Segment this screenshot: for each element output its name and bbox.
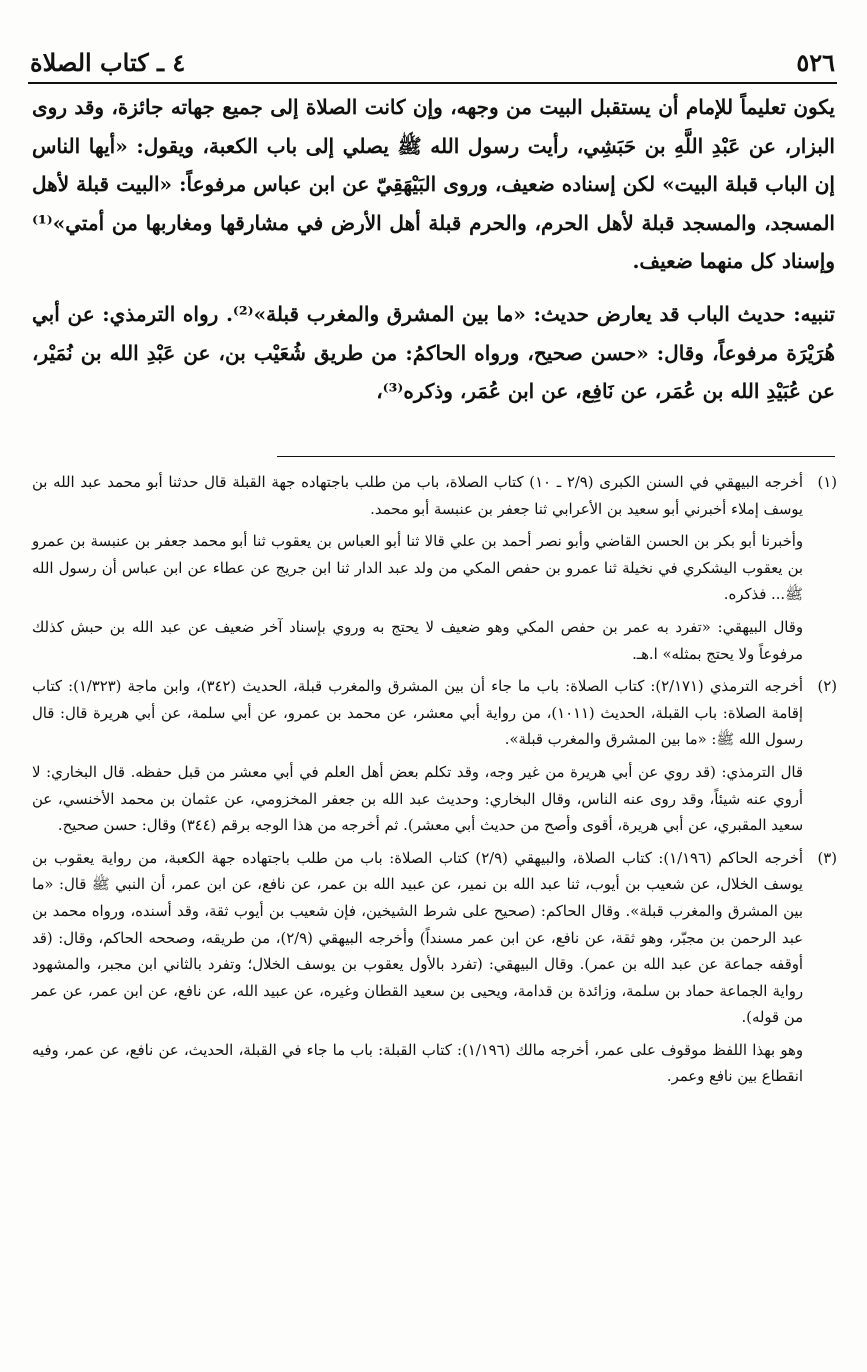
- footnote-paragraph: وقال البيهقي: «تفرد به عمر بن حفص المكي وهو ضعيف لا يحتج به وروي بإسناد آخر ضعيف عن عبد الله بن حبش كذلك مرفوعاً ولا يحتج بمثله» ا.هـ.: [32, 618, 803, 663]
- footnote-separator: [277, 456, 835, 457]
- main-paragraph: تنبيه: حديث الباب قد يعارض حديث: «ما بين المشرق والمغرب قبلة»⁽²⁾. رواه الترمذي: عن أبي هُرَيْرَة مرفوعاً، وقال: «حسن صحيح، ورواه الحاكمُ: من طريق شُعَيْب بن، عن عَبْدِ الله بن نُمَيْر، عن عُبَيْدِ الله بن عُمَر، عن نَافِع، عن ابن عُمَر، وذكره⁽³⁾،: [32, 301, 835, 404]
- page-header: [28, 42, 837, 84]
- main-paragraph: يكون تعليماً للإمام أن يستقبل البيت من وجهه، وإن كانت الصلاة إلى جميع جهاته جائزة، وقد روى البزار، عن عَبْدِ اللَّهِ بن حَبَشِي، رأيت رسول الله ﷺ يصلي إلى باب الكعبة، ويقول: «أيها الناس إن الباب قبلة البيت» لكن إسناده ضعيف، وروى البَيْهَقِيّ عن ابن عباس مرفوعاً: «البيت قبلة لأهل المسجد، والمسجد قبلة لأهل الحرم، والحرم قبلة أهل الأرض في مشارقها ومغاربها من أمتي»⁽¹⁾ وإسناد كل منهما ضعيف.: [32, 95, 835, 274]
- footnote-paragraph: أخرجه الترمذي (٢/١٧١): كتاب الصلاة: باب ما جاء أن بين المشرق والمغرب قبلة، الحديث (٣٤٢)، وابن ماجة (١/٣٢٣): كتاب إقامة الصلاة: باب القبلة، الحديث (١٠١١)، من رواية أبي معشر، عن محمد بن عمرو، عن أبي سلمة، عن أبي هريرة قال: قال رسول الله ﷺ: «ما بين المشرق والمغرب قبلة».: [32, 678, 803, 749]
- footnote: [32, 674, 837, 840]
- footnote-paragraph: أخرجه البيهقي في السنن الكبرى (٢/٩ ـ ١٠) كتاب الصلاة، باب من طلب باجتهاده جهة القبلة قال حدثنا أبو محمد عبد الله بن يوسف إملاء أخبرني أبو سعيد بن الأعرابي ثنا جعفر بن عنبسة أبو محمد.: [32, 474, 803, 518]
- footnotes: [32, 464, 837, 1091]
- footnote-body: [32, 470, 803, 668]
- footnote: [32, 846, 837, 1091]
- footnote-paragraph: أخرجه الحاكم (١/١٩٦): كتاب الصلاة، والبيهقي (٢/٩) كتاب الصلاة: باب من طلب باجتهاده جهة الكعبة، من رواية يعقوب بن يوسف الخلال، عن شعيب بن أيوب، ثنا عبد الله بن نمير، عن عبيد الله بن عمر، عن نافع، عن ابن عمر، أن النبي ﷺ قال: «ما بين المشرق والمغرب قبلة». وقال الحاكم: (صحيح على شرط الشيخين، فإن شعيب بن أيوب ثقة، وقد أسنده، ورواه محمد بن عبد الرحمن بن مجبّر، وهو ثقة، عن نافع، عن ابن عمر مسنداً) وأخرجه البيهقي (٢/٩)، من طريقه، وصححه الحاكم، وقال: (قد أوقفه جماعة عن عبد الله بن عمر). وقال البيهقي: (تفرد بالأول يعقوب بن يوسف الخلال؛ وتفرد بالثاني ابن مجبر، والمشهود رواية الجماعة حماد بن سلمة، وزائدة بن قدامة، ويحيى بن سعيد القطان وغيره، عن عبيد الله، عن نافع، عن ابن عمر، عن عمر من قوله).: [32, 849, 803, 1027]
- footnote-paragraph: وهو بهذا اللفظ موقوف على عمر، أخرجه مالك (١/١٩٦): كتاب القبلة: باب ما جاء في القبلة، الحديث، عن نافع، عن عمر، وفيه انقطاع بين نافع وعمر.: [32, 1041, 803, 1086]
- footnote-number: (٢): [817, 678, 837, 696]
- main-text: [32, 88, 835, 411]
- footnote-body: [32, 846, 803, 1091]
- footnote-number: (٣): [817, 849, 837, 867]
- footnote-paragraph: وأخبرنا أبو بكر بن الحسن القاضي وأبو نصر أحمد بن علي قالا ثنا أبو العباس بن يعقوب ثنا أبو محمد جعفر بن عنبسة بن عمرو بن يعقوب اليشكري في نخيلة ثنا عمرو بن حفص المكي من ولد عبد الدار ثنا ابن جريج عن عطاء عن ابن عباس أن رسول الله ﷺ... فذكره.: [32, 533, 803, 604]
- footnote-paragraph: قال الترمذي: (قد روي عن أبي هريرة من غير وجه، وقد تكلم بعض أهل العلم في أبي معشر من قبل حفظه. قال البخاري: لا أروي عنه شيئاً، وقد روى عنه الناس، وقال البخاري: وحديث عبد الله بن جعفر المخزومي، عن عثمان بن محمد الأخنسي، عن سعيد المقبري، عن أبي هريرة، أقوى وأصح من حديث أبي معشر). ثم أخرجه من هذا الوجه برقم (٣٤٤) وقال: حسن صحيح.: [32, 763, 803, 835]
- footnote-number: (١): [817, 474, 837, 491]
- footnote: [32, 470, 837, 668]
- footnote-body: [32, 674, 803, 840]
- running-title: ٤ ـ كتاب الصلاة: [30, 48, 186, 77]
- page-number: ٥٢٦: [796, 48, 835, 77]
